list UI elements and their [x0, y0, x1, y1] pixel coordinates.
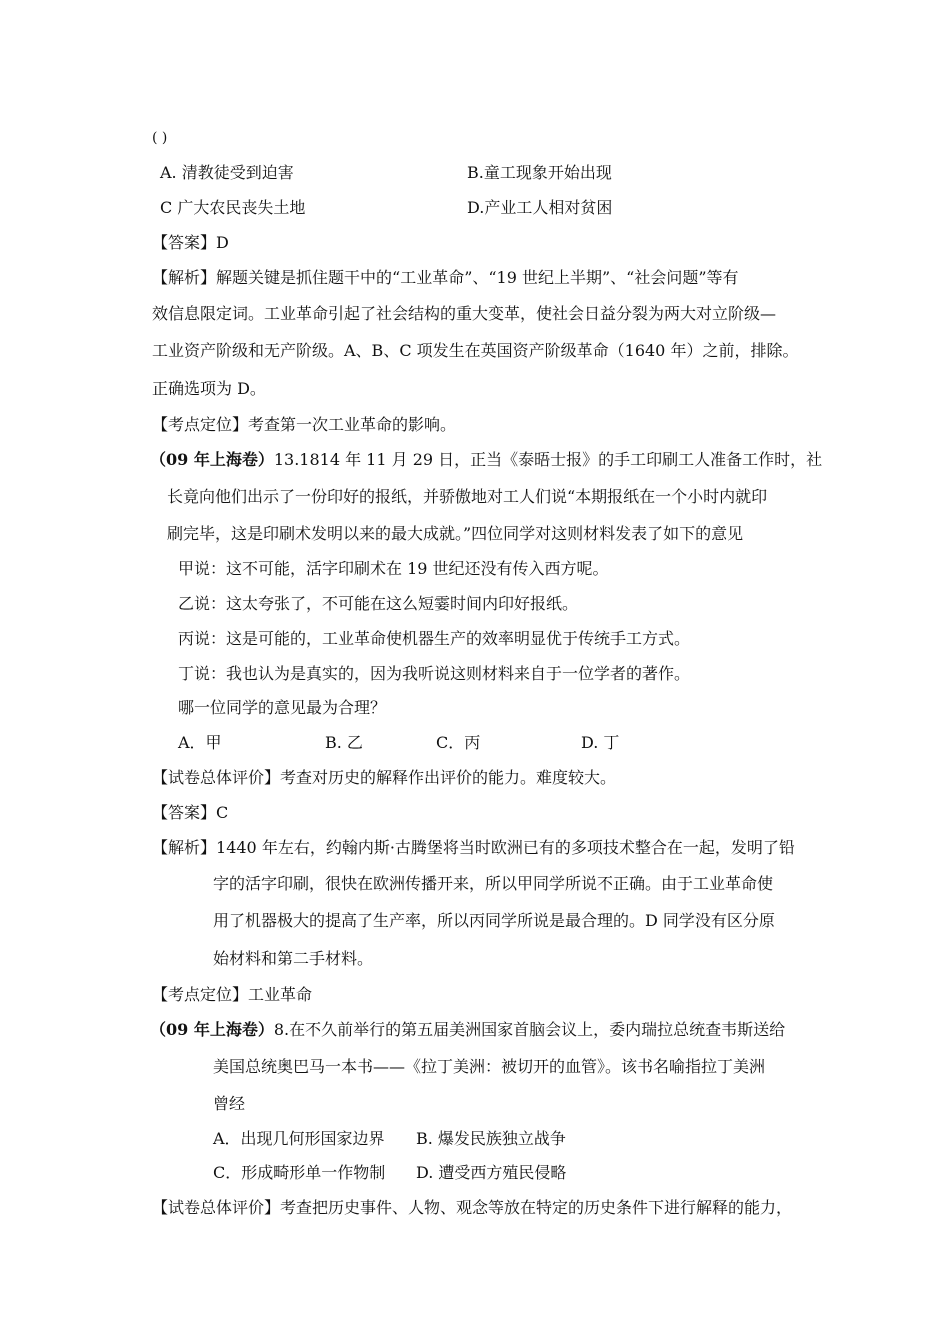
q2-stem-line: 长竟向他们出示了一份印好的报纸，并骄傲地对工人们说“本期报纸在一个小时内就印 — [167, 487, 768, 506]
q1-topic — [152, 415, 456, 435]
q2-answer-value: C — [216, 803, 229, 822]
q3-option-d: D. 遭受西方殖民侵略 — [416, 1163, 567, 1182]
q1-analysis-text: 解题关键是抓住题干中的“工业革命”、“19 世纪上半期”、“社会问题”等有 — [216, 268, 739, 287]
q2-stem-line: 刷完毕，这是印刷术发明以来的最大成就。”四位同学对这则材料发表了如下的意见 — [167, 524, 744, 543]
q2-stem-text: 13.1814 年 11 月 29 日，正当《泰晤士报》的手工印刷工人准备工作时，社 — [273, 450, 823, 469]
q1-analysis-line: 效信息限定词。工业革命引起了社会结构的重大变革，使社会日益分裂为两大对立阶级— — [152, 304, 777, 323]
q2-analysis-text: 1440 年左右，约翰内斯·古腾堡将当时欧洲已有的多项技术整合在一起，发明了铅 — [216, 838, 795, 857]
q2-eval-label: 【试卷总体评价】 — [152, 768, 281, 787]
q2-analysis-line — [152, 838, 795, 858]
q3-stem-line — [150, 1020, 785, 1040]
q3-eval-label: 【试卷总体评价】 — [152, 1198, 281, 1217]
q2-option-c: C．丙 — [436, 733, 481, 752]
q1-answer-value: D — [216, 233, 229, 252]
q2-option-d: D. 丁 — [581, 733, 620, 752]
q1-paren: ( ) — [152, 130, 168, 146]
q3-option-a: A．出现几何形国家边界 — [213, 1129, 385, 1148]
q2-opinion-ding: 丁说：我也认为是真实的，因为我听说这则材料来自于一位学者的著作。 — [178, 664, 691, 683]
q3-stem-line: 美国总统奥巴马一本书——《拉丁美洲：被切开的血管》。该书名喻指拉丁美洲 — [213, 1057, 766, 1076]
q1-topic-label: 【考点定位】 — [152, 415, 249, 434]
q1-option-c: C 广大农民丧失土地 — [160, 198, 306, 217]
q1-option-d: D.产业工人相对贫困 — [467, 198, 613, 217]
q1-analysis-line: 正确选项为 D。 — [152, 379, 266, 398]
q2-option-a: A．甲 — [178, 733, 222, 752]
q2-option-b: B. 乙 — [325, 733, 363, 752]
q2-opinion-yi: 乙说：这太夸张了，不可能在这么短霎时间内印好报纸。 — [178, 594, 579, 613]
q3-option-b: B. 爆发民族独立战争 — [416, 1129, 566, 1148]
q1-answer-label: 【答案】 — [152, 233, 217, 252]
q2-analysis-label: 【解析】 — [152, 838, 217, 857]
q1-analysis-label: 【解析】 — [152, 268, 217, 287]
q2-answer — [152, 803, 228, 823]
q2-opinion-jia: 甲说：这不可能，活字印刷术在 19 世纪还没有传入西方呢。 — [178, 559, 609, 578]
q2-stem-line — [150, 450, 822, 470]
q1-analysis-line: 工业资产阶级和无产阶级。A、B、C 项发生在英国资产阶级革命（1640 年）之前，排除。 — [152, 341, 799, 360]
q2-analysis-line: 字的活字印刷，很快在欧洲传播开来，所以甲同学所说不正确。由于工业革命使 — [213, 874, 774, 893]
q2-eval-text: 考查对历史的解释作出评价的能力。难度较大。 — [280, 768, 617, 787]
q3-eval-text: 考查把历史事件、人物、观念等放在特定的历史条件下进行解释的能力， — [280, 1198, 793, 1217]
q1-option-a: A. 清教徒受到迫害 — [160, 163, 294, 182]
q2-answer-label: 【答案】 — [152, 803, 217, 822]
q3-stem-text: 8.在不久前举行的第五届美洲国家首脑会议上，委内瑞拉总统查韦斯送给 — [273, 1020, 786, 1039]
q2-topic — [152, 985, 312, 1005]
q3-stem-line: 曾经 — [213, 1094, 246, 1113]
q1-answer — [152, 233, 229, 253]
q1-analysis-line — [152, 268, 739, 288]
q1-option-b: B.童工现象开始出现 — [467, 163, 612, 182]
q2-opinion-bing: 丙说：这是可能的，工业革命使机器生产的效率明显优于传统手工方式。 — [178, 629, 691, 648]
q2-topic-text: 工业革命 — [248, 985, 313, 1004]
q2-source: （09 年上海卷） — [150, 450, 274, 469]
q2-topic-label: 【考点定位】 — [152, 985, 249, 1004]
q2-question: 哪一位同学的意见最为合理？ — [178, 698, 387, 717]
q2-analysis-line: 用了机器极大的提高了生产率，所以丙同学所说是最合理的。D 同学没有区分原 — [213, 911, 775, 930]
q3-source: （09 年上海卷） — [150, 1020, 274, 1039]
q1-topic-text: 考查第一次工业革命的影响。 — [248, 415, 457, 434]
q3-option-c: C．形成畸形单一作物制 — [213, 1163, 386, 1182]
q2-evaluation — [152, 768, 616, 788]
q3-evaluation — [152, 1198, 792, 1218]
q2-analysis-line: 始材料和第二手材料。 — [213, 949, 374, 968]
